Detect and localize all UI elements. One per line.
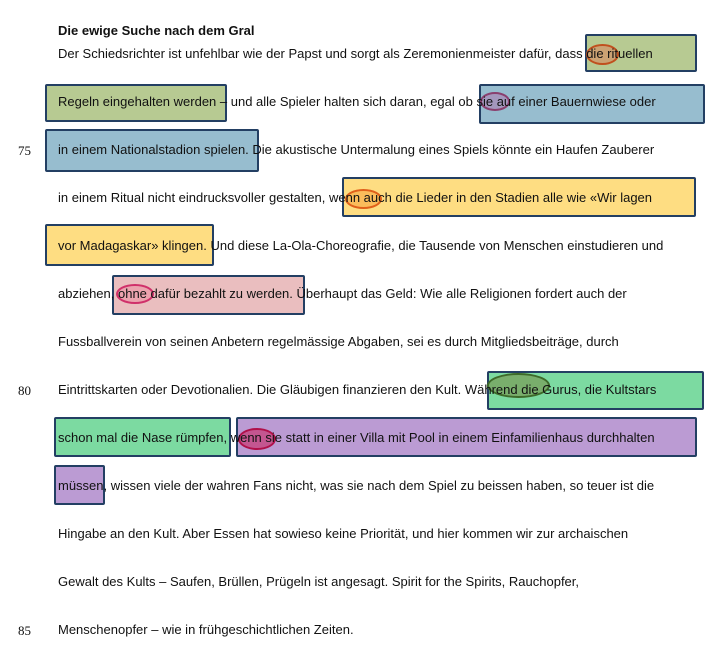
text-line: vor Madagaskar» klingen. Und diese La-Ola-Choreografie, die Tausende von Menschen einstudieren und [58, 238, 664, 253]
text-line: abziehen, ohne dafür bezahlt zu werden. Überhaupt das Geld: Wie alle Religionen fordert auch der [58, 286, 627, 301]
text-line: Regeln eingehalten werden – und alle Spieler halten sich daran, egal ob sie auf einer Bauernwiese oder [58, 94, 656, 109]
text-line: Fussballverein von seinen Anbetern regelmässige Abgaben, sei es durch Mitgliedsbeiträge, durch [58, 334, 619, 349]
text-line: schon mal die Nase rümpfen, wenn sie statt in einer Villa mit Pool in einem Einfamilienhaus durchhalten [58, 430, 655, 445]
line-number: 85 [18, 623, 31, 638]
document-title: Die ewige Suche nach dem Gral [58, 23, 255, 38]
text-line: Hingabe an den Kult. Aber Essen hat sowieso keine Priorität, und hier kommen wir zur archaischen [58, 526, 629, 541]
text-line: Menschenopfer – wie in frühgeschichtlichen Zeiten. [58, 622, 354, 637]
text-line: müssen, wissen viele der wahren Fans nicht, was sie nach dem Spiel zu beissen haben, so teuer ist die [58, 478, 655, 493]
text-line: in einem Ritual nicht eindrucksvoller gestalten, wenn auch die Lieder in den Stadien alle wie «Wir lagen [58, 190, 653, 205]
line-number: 80 [18, 383, 31, 398]
text-line: Der Schiedsrichter ist unfehlbar wie der Papst und sorgt als Zeremonienmeister dafür, dass die rituellen [58, 46, 653, 61]
text-line: Eintrittskarten oder Devotionalien. Die Gläubigen finanzieren den Kult. Während die Gurus, die Kultstars [58, 382, 657, 397]
text-line: in einem Nationalstadion spielen. Die akustische Untermalung eines Spiels könnte ein Haufen Zauberer [58, 142, 655, 157]
line-number: 75 [18, 143, 31, 158]
text-line: Gewalt des Kults – Saufen, Brüllen, Prügeln ist angesagt. Spirit for the Spirits, Rauchopfer, [58, 574, 580, 589]
